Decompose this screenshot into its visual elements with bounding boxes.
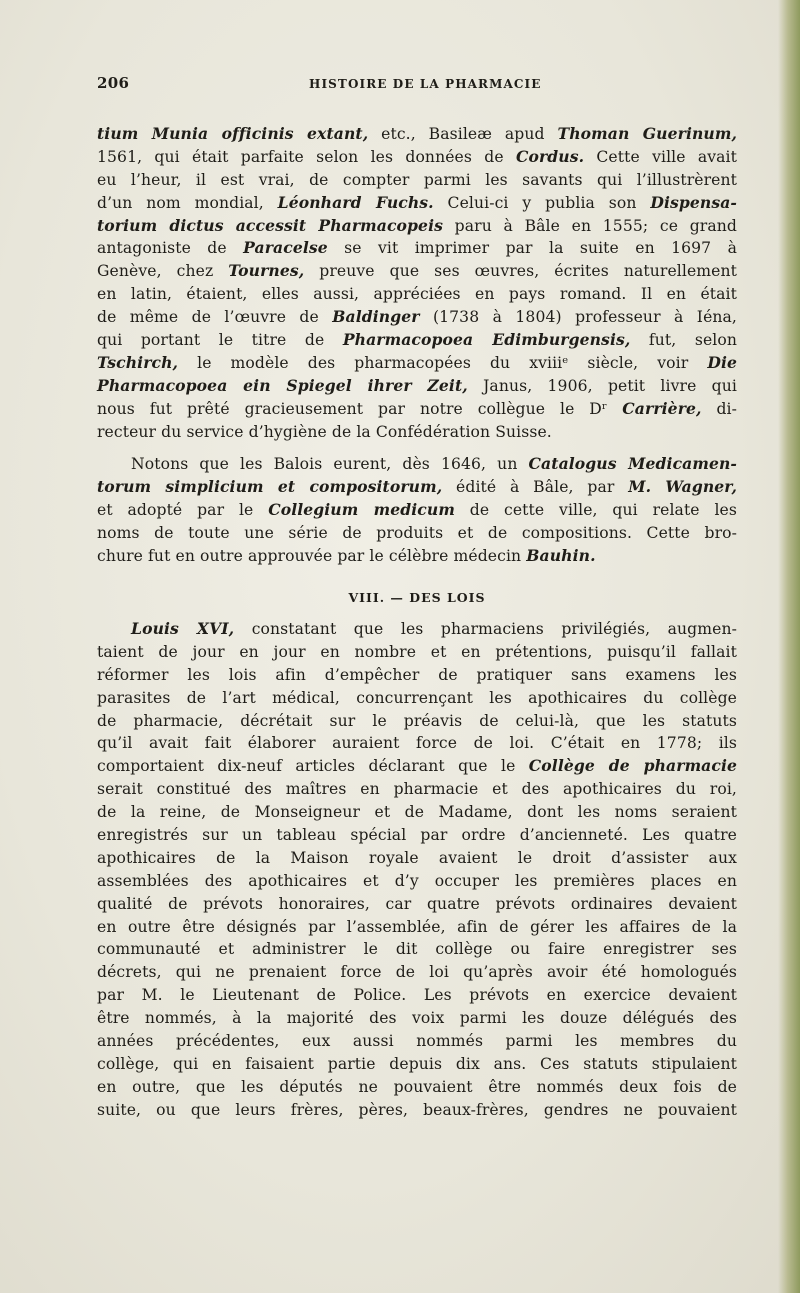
text-line [97,984,737,1007]
text-line [97,283,737,306]
italic-text: Tschirch, [97,352,179,372]
text-run: apothicaires de la Maison royale avaient le droit d’assister aux [97,848,737,867]
text-run: de la reine, de Monseigneur et de Madame, dont les noms seraient [97,803,737,822]
italic-text: Collège de pharmacie [528,756,738,776]
text-run: parasites de l’art médical, concurrençant les apothicaires du collège [97,688,737,707]
italic-text: Dispensa- [650,192,737,212]
italic-text: Catalogus Medicamen- [528,454,737,473]
running-title: HISTOIRE DE LA PHARMACIE [309,77,542,91]
text-line [97,961,737,984]
text-line [97,260,737,283]
text-line [97,375,737,398]
text-run: recteur du service d’hygiène de la Confédération Suisse. [97,422,552,441]
text-run: taient de jour en jour en nombre et en prétentions, puisqu’il fallait [97,642,737,661]
text-run: Janus, 1906, petit livre qui [467,376,737,395]
text-run: en outre, que les députés ne pouvaient être nommés deux fois de [97,1077,737,1096]
text-line [97,421,737,444]
text-run: communauté et administrer le dit collège ou faire enregistrer ses [97,940,737,959]
text-run: fut, selon [630,331,737,350]
text-run: di- [701,399,737,418]
italic-text: tium Munia officinis extant, [97,124,369,143]
text-line [97,237,737,260]
text-run: le modèle des pharmacopées du xviiiᵉ siècle, voir [178,353,708,372]
text-run: eu l’heur, il est vrai, de compter parmi les savants qui l’illustrèrent [97,170,737,189]
italic-text: Pharmacopoea ein Spiegel ihrer Zeit, [97,375,468,395]
text-run: chure fut en outre approuvée par le célèbre médecin [97,546,527,565]
text-line [97,916,737,939]
text-line [97,938,737,961]
text-line [97,169,737,192]
text-line [97,824,737,847]
text-run: de même de l’œuvre de [97,308,333,327]
text-run: collège, qui en faisaient partie depuis dix ans. Ces statuts stipulaient [97,1054,737,1073]
text-line [97,893,737,916]
text-line [97,522,737,545]
paragraph-pharmacopoeias [97,123,737,443]
text-run: nous fut prêté gracieusement par notre collègue le Dʳ [97,399,623,418]
text-line [97,664,737,687]
text-line [97,476,737,499]
italic-text: Pharmacopoea Edimburgensis, [342,330,631,350]
text-line [97,1076,737,1099]
text-run: décrets, qui ne prenaient force de loi qu’après avoir été homologués [97,963,737,982]
text-run: paru à Bâle en 1555; ce grand [442,216,737,235]
page-header [97,74,737,102]
text-line [97,618,737,641]
text-line [97,732,737,755]
italic-text: Carrière, [622,398,702,418]
page-spine-shadow [778,0,800,1293]
text-run: preuve que ses œuvres, écrites naturellement [304,262,737,281]
paragraph-des-lois [97,618,737,1122]
italic-text: Bauhin. [526,545,596,565]
text-line [97,352,737,375]
text-run: par M. le Lieutenant de Police. Les prévots en exercice devaient [97,986,737,1005]
text-run: 1561, qui était parfaite selon les données de [97,147,516,166]
italic-text: Cordus. [515,146,585,166]
text-line [97,1099,737,1122]
text-run: Cette ville avait [584,147,738,166]
text-run: comportaient dix-neuf articles déclarant que le [97,757,529,776]
text-run: d’un nom mondial, [97,193,278,212]
text-run: et adopté par le [97,500,269,519]
italic-text: Die [707,352,737,372]
text-run: enregistrés sur un tableau spécial par ordre d’ancienneté. Les quatre [97,826,737,845]
section-heading: VIII. — DES LOIS [348,590,486,605]
text-line [97,329,737,352]
text-run: qu’il avait fait élaborer auraient force de loi. C’était en 1778; ils [97,734,737,753]
text-run: édité à Bâle, par [442,477,629,496]
text-run: qui portant le titre de [97,331,343,350]
italic-text: Tournes, [228,261,305,281]
text-line [97,453,737,476]
text-run: antagoniste de [97,239,244,258]
italic-text: M. Wagner, [628,476,737,496]
text-line [97,306,737,329]
italic-text: Collegium medicum [268,499,455,519]
text-line [97,870,737,893]
text-line [97,778,737,801]
text-line [97,755,737,778]
text-run: noms de toute une série de produits et de compositions. Cette bro- [97,523,737,542]
text-run: se vit imprimer par la suite en 1697 à [327,239,737,258]
text-run: assemblées des apothicaires et d’y occuper les premières places en [97,871,737,890]
text-line [97,398,737,421]
text-run: serait constitué des maîtres en pharmacie et des apothicaires du roi, [97,780,737,799]
text-run: constatant que les pharmaciens privilégiés, augmen- [234,620,737,638]
text-line [97,545,737,568]
italic-text: Léonhard Fuchs. [277,192,434,212]
text-run: en outre être désignés par l’assemblée, afin de gérer les affaires de la [97,917,737,936]
text-run: qualité de prévots honoraires, car quatre prévots ordinaires devaient [97,894,737,913]
text-run: Celui-ci y publia son [433,193,651,212]
italic-text: Baldinger [332,307,420,327]
text-run: de pharmacie, décrétait sur le préavis de celui-là, que les statuts [97,711,737,730]
italic-text: torium dictus accessit Pharmacopeis [97,215,443,235]
text-line [97,123,737,146]
text-run: Genève, chez [97,262,229,281]
text-run: être nommés, à la majorité des voix parmi les douze délégués des [97,1009,737,1028]
text-line [97,146,737,169]
text-run: Notons que les Balois eurent, dès 1646, un [131,455,529,473]
text-run: de cette ville, qui relate les [454,500,737,519]
text-line [97,641,737,664]
paragraph-catalogus [97,453,737,567]
text-line [97,801,737,824]
text-run: etc., Basileæ apud [368,125,558,143]
text-line [97,710,737,733]
text-line [97,687,737,710]
italic-text: Thoman Guerinum, [557,124,737,143]
page-number: 206 [97,74,130,92]
text-run: réformer les lois afin d’empêcher de pratiquer sans examens les [97,665,737,684]
text-line [97,1007,737,1030]
text-line [97,1030,737,1053]
text-line [97,499,737,522]
italic-text: Paracelse [243,238,328,258]
text-run: années précédentes, eux aussi nommés parmi les membres du [97,1032,737,1051]
text-line [97,1053,737,1076]
text-line [97,847,737,870]
italic-text: Louis XVI, [131,619,235,638]
italic-text: torum simplicium et compositorum, [97,476,443,496]
text-run: en latin, étaient, elles aussi, appréciées en pays romand. Il en était [97,285,737,304]
text-run: (1738 à 1804) professeur à Iéna, [419,308,737,327]
text-line [97,192,737,215]
text-run: suite, ou que leurs frères, pères, beaux-frères, gendres ne pouvaient [97,1100,737,1119]
text-line [97,215,737,238]
